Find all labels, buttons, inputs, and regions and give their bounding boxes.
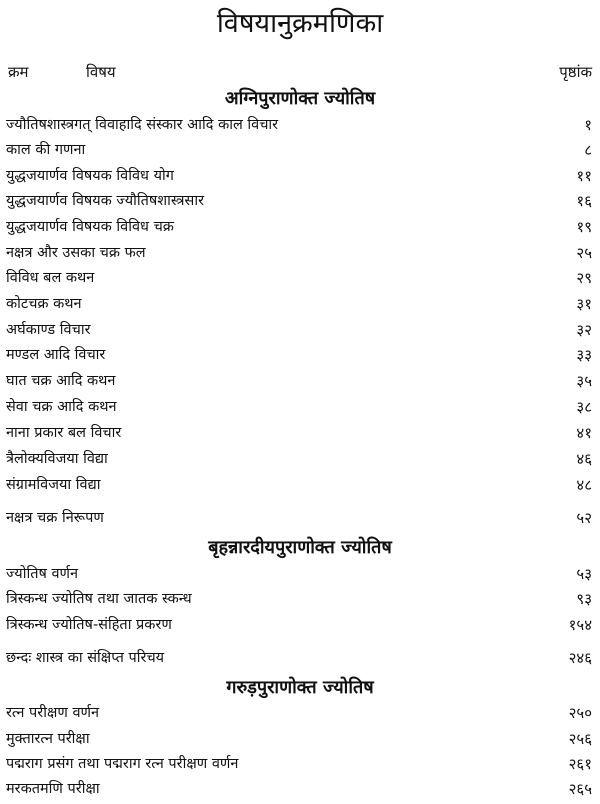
toc-entry [6, 190, 592, 212]
entry-page-number: ५३ [576, 565, 592, 583]
toc-entry [6, 728, 592, 750]
toc-entry [6, 474, 592, 496]
toc-entry [6, 139, 592, 161]
entry-page-number: २४६ [568, 649, 592, 667]
toc-entry [6, 702, 592, 724]
toc-entry [6, 614, 592, 636]
entry-title: संग्रामविजया विद्या [6, 477, 101, 493]
entry-title: मरकतमणि परीक्षा [6, 781, 100, 797]
toc-entry [6, 319, 592, 341]
entry-title: सेवा चक्र आदि कथन [6, 399, 117, 415]
entry-title: युद्धजयार्णव विषयक ज्यौतिषशास्त्रसार [6, 193, 205, 209]
entry-title: रत्न परीक्षण वर्णन [6, 705, 100, 721]
entry-page-number: ९३ [576, 590, 592, 608]
entry-page-number: ११ [576, 167, 592, 185]
toc-entry [6, 753, 592, 775]
toc-entry [6, 267, 592, 289]
toc-entry [6, 507, 592, 529]
toc-entry [6, 293, 592, 315]
toc-entry [6, 647, 592, 669]
entry-title: घात चक्र आदि कथन [6, 373, 116, 389]
entry-page-number: ३१ [576, 295, 592, 313]
entry-title: त्रिस्कन्ध ज्योतिष तथा जातक स्कन्ध [6, 591, 192, 607]
entry-title: पद्मराग प्रसंग तथा पद्मराग रत्न परीक्षण वर्णन [6, 756, 239, 772]
entry-title: नक्षत्र चक्र निरूपण [6, 510, 104, 526]
entry-title: मण्डल आदि विचार [6, 347, 106, 363]
entry-page-number: २५ [576, 244, 592, 262]
toc-entry [6, 448, 592, 470]
page-title: विषयानुक्रमणिका [216, 8, 384, 39]
entry-page-number: ३५ [576, 372, 592, 390]
toc-entry [6, 422, 592, 444]
toc-entry [6, 396, 592, 418]
entry-title: नाना प्रकार बल विचार [6, 425, 122, 441]
entry-title: ज्यौतिषशास्त्रगत् विवाहादि संस्कार आदि काल विचार [6, 117, 279, 133]
entry-title: युद्धजयार्णव विषयक विविध चक्र [6, 219, 174, 235]
entry-title: विविध बल कथन [6, 270, 95, 286]
entry-page-number: १ [584, 116, 592, 134]
entry-page-number: २६५ [568, 780, 592, 798]
entry-page-number: ४१ [576, 424, 592, 442]
entry-page-number: १९ [576, 218, 592, 236]
entry-title: त्रैलोक्यविजया विद्या [6, 451, 108, 467]
entry-title: मुक्तारत्न परीक्षा [6, 731, 90, 747]
toc-entry [6, 216, 592, 238]
entry-title: काल की गणना [6, 142, 86, 158]
toc-entry [6, 370, 592, 392]
entry-title: अर्घकाण्ड विचार [6, 322, 91, 338]
entry-title: ज्योतिष वर्णन [6, 566, 79, 582]
entry-page-number: ८ [584, 141, 592, 159]
entry-page-number: २६१ [568, 755, 592, 773]
entry-title: नक्षत्र और उसका चक्र फल [6, 245, 146, 261]
section-heading-naradapurana: बृहन्नारदीयपुराणोक्त ज्योतिष [208, 537, 392, 558]
toc-entry [6, 344, 592, 366]
entry-page-number: ४६ [576, 450, 592, 468]
toc-entry [6, 588, 592, 610]
column-header-page: पृष्ठांक [559, 63, 592, 81]
entry-page-number: २९ [576, 269, 592, 287]
entry-page-number: १६ [576, 192, 592, 210]
entry-title: छन्दः शास्त्र का संक्षिप्त परिचय [6, 650, 165, 666]
entry-page-number: १५४ [568, 616, 592, 634]
toc-entry [6, 165, 592, 187]
toc-entry [6, 563, 592, 585]
entry-page-number: २५६ [568, 730, 592, 748]
entry-page-number: ३२ [576, 321, 592, 339]
section-heading-garudapurana: गरुड़पुराणोक्त ज्योतिष [226, 677, 374, 698]
entry-title: युद्धजयार्णव विषयक विविध योग [6, 168, 174, 184]
entry-page-number: ३३ [576, 346, 592, 364]
entry-title: कोटचक्र कथन [6, 296, 82, 312]
entry-page-number: ४८ [576, 476, 592, 494]
toc-entry [6, 242, 592, 264]
toc-entry [6, 114, 592, 136]
column-header-serial: क्रम [8, 63, 29, 81]
entry-title: त्रिस्कन्ध ज्योतिष-संहिता प्रकरण [6, 617, 172, 633]
entry-page-number: ३८ [576, 398, 592, 416]
toc-entry [6, 778, 592, 800]
column-header-subject: विषय [86, 63, 116, 81]
entry-page-number: २५० [568, 704, 592, 722]
entry-page-number: ५२ [576, 509, 592, 527]
section-heading-agnipurana: अग्निपुराणोक्त ज्योतिष [224, 88, 376, 109]
